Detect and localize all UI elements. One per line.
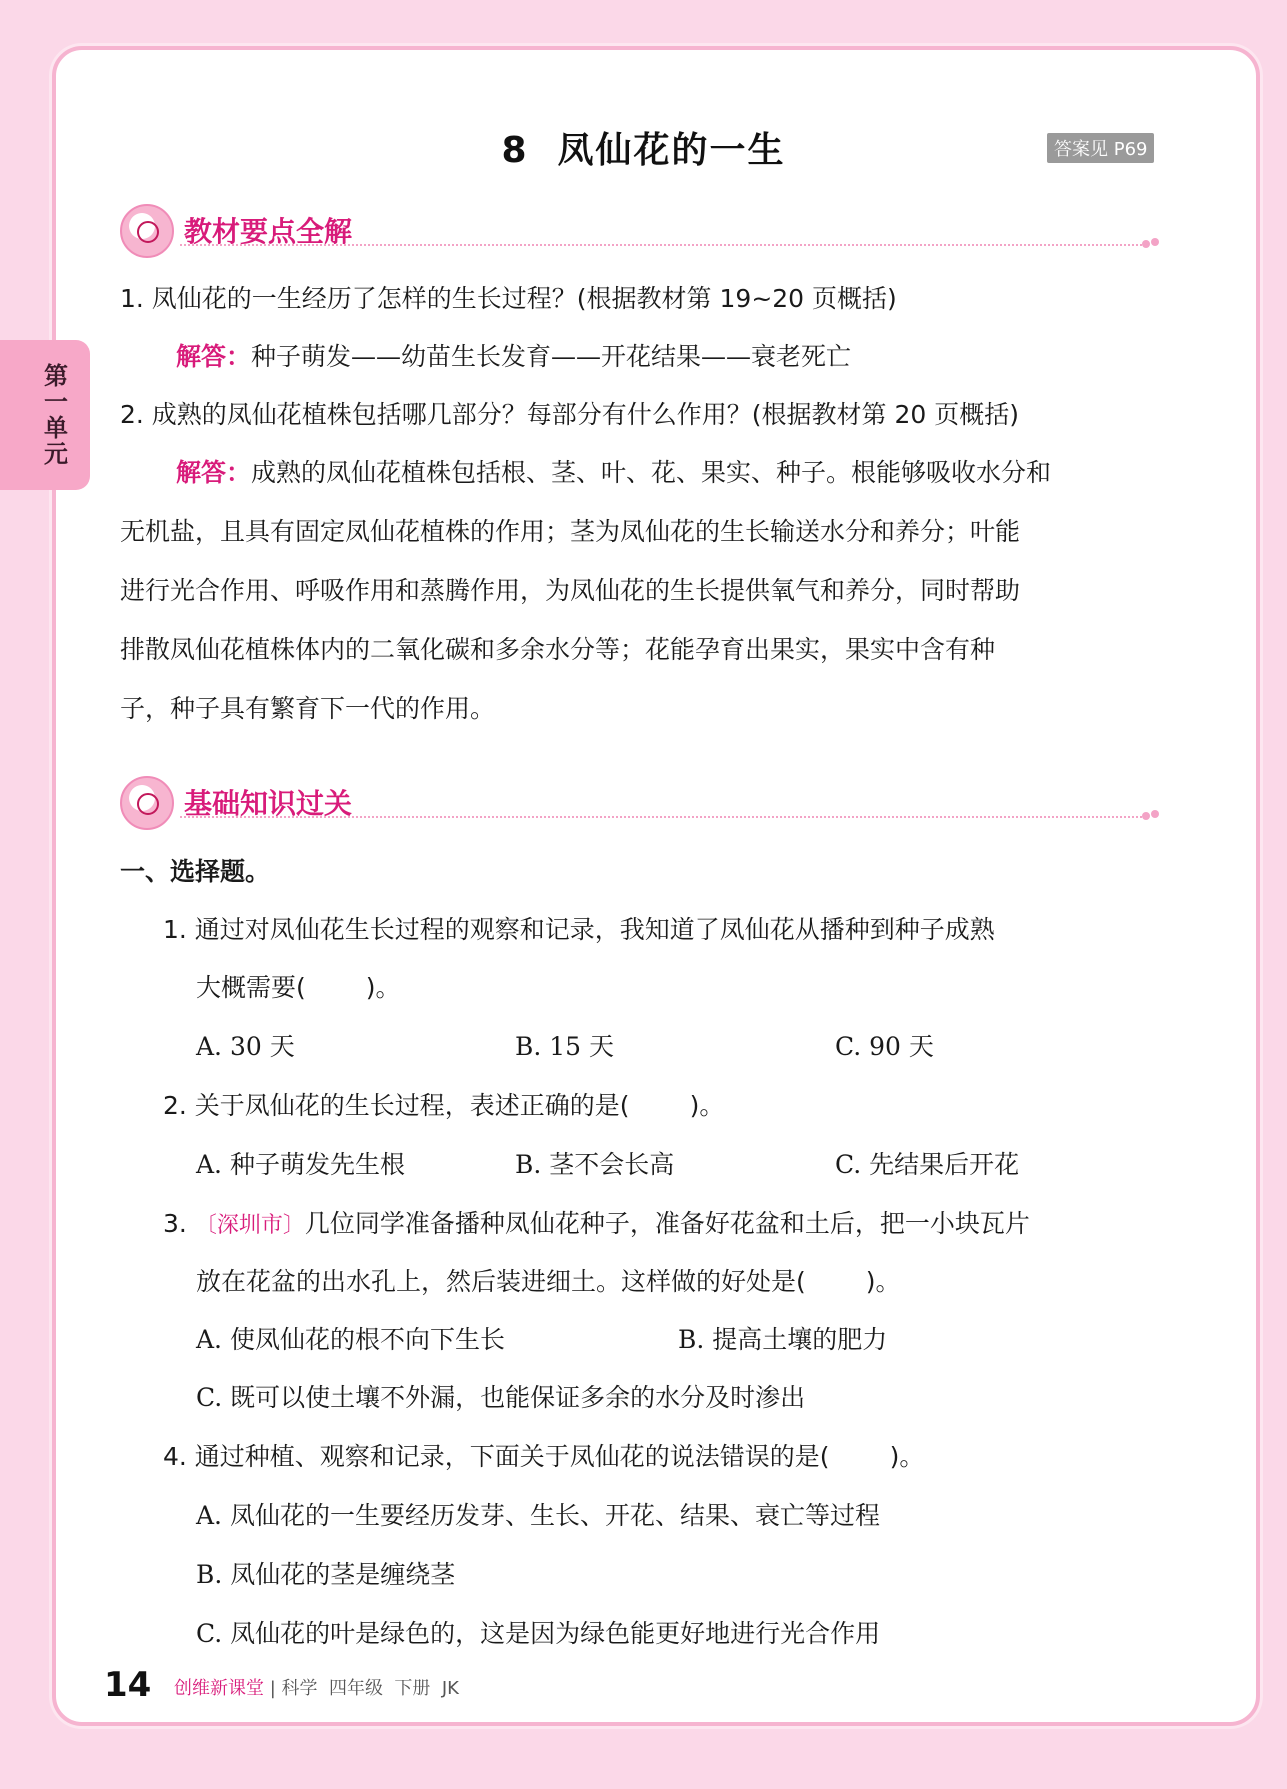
stem-text: 大概需要( bbox=[196, 973, 306, 1002]
mcq-4-stem bbox=[163, 1440, 924, 1474]
mcq-3-option-b: B. 提高土壤的肥力 bbox=[678, 1325, 888, 1354]
stem-text: 几位同学准备播种凤仙花种子，准备好花盆和土后，把一小块瓦片 bbox=[304, 1209, 1030, 1238]
section-heading-label: 基础知识过关 bbox=[184, 787, 353, 820]
stem-text: )。 bbox=[689, 1091, 725, 1120]
book-info: | 科学 四年级 下册 JK bbox=[269, 1678, 459, 1699]
stem-text: )。 bbox=[865, 1267, 901, 1296]
mcq-2-option-c: C. 先结果后开花 bbox=[835, 1150, 1020, 1179]
mcq-3-stem-2 bbox=[196, 1265, 901, 1299]
page-number: 14 bbox=[104, 1665, 152, 1705]
answer-2-line-3: 进行光合作用、呼吸作用和蒸腾作用，为凤仙花的生长提供氧气和养分，同时帮助 bbox=[120, 576, 1021, 605]
answer-1 bbox=[176, 340, 851, 374]
mcq-2-option-a: A. 种子萌发先生根 bbox=[196, 1150, 405, 1179]
mcq-3-option-a: A. 使凤仙花的根不向下生长 bbox=[196, 1325, 505, 1354]
decorative-dots-icon bbox=[1142, 810, 1160, 822]
answer-2-text: 成熟的凤仙花植株包括根、茎、叶、花、果实、种子。根能够吸收水分和 bbox=[251, 458, 1052, 487]
mcq-1-option-b: B. 15 天 bbox=[515, 1032, 615, 1061]
page-title: 8 凤仙花的一生 bbox=[501, 130, 786, 171]
region-tag: 〔深圳市〕 bbox=[194, 1213, 305, 1238]
mcq-3-option-c: C. 既可以使土壤不外漏，也能保证多余的水分及时渗出 bbox=[196, 1383, 806, 1412]
mcq-1-option-a: A. 30 天 bbox=[196, 1032, 295, 1061]
mcq-4-option-b: B. 凤仙花的茎是缠绕茎 bbox=[196, 1560, 456, 1589]
question-1: 1. 凤仙花的一生经历了怎样的生长过程？(根据教材第 19~20 页概括) bbox=[120, 284, 897, 313]
answer-2-line-5: 子，种子具有繁育下一代的作用。 bbox=[120, 694, 496, 723]
answer-reference-badge: 答案见 P69 bbox=[1047, 133, 1154, 163]
dotted-divider bbox=[180, 816, 1142, 818]
footer-info bbox=[174, 1674, 459, 1700]
stem-text: 放在花盆的出水孔上，然后装进细土。这样做的好处是( bbox=[196, 1267, 806, 1296]
unit-tab-label: 第一单元 bbox=[39, 363, 68, 467]
mcq-4-option-a: A. 凤仙花的一生要经历发芽、生长、开花、结果、衰亡等过程 bbox=[196, 1501, 880, 1530]
stem-text: 4. 通过种植、观察和记录，下面关于凤仙花的说法错误的是( bbox=[163, 1442, 830, 1471]
unit-tab bbox=[0, 340, 90, 490]
answer-2-line-4: 排散凤仙花植株体内的二氧化碳和多余水分等；花能孕育出果实，果实中含有种 bbox=[120, 635, 996, 664]
cartoon-badge-icon bbox=[120, 204, 174, 258]
mcq-2-stem bbox=[163, 1089, 724, 1123]
section-heading-key-points bbox=[120, 204, 1160, 254]
stem-text: )。 bbox=[889, 1442, 925, 1471]
mcq-1-option-c: C. 90 天 bbox=[835, 1032, 934, 1061]
question-2: 2. 成熟的凤仙花植株包括哪几部分？每部分有什么作用？(根据教材第 20 页概括) bbox=[120, 400, 1020, 429]
stem-text: )。 bbox=[365, 973, 401, 1002]
mcq-4-option-c: C. 凤仙花的叶是绿色的，这是因为绿色能更好地进行光合作用 bbox=[196, 1619, 881, 1648]
mcq-1-stem-2 bbox=[196, 971, 401, 1005]
answer-2-line-1 bbox=[176, 456, 1051, 490]
answer-2-line-2: 无机盐，且具有固定凤仙花植株的作用；茎为凤仙花的生长输送水分和养分；叶能 bbox=[120, 517, 1021, 546]
dotted-divider bbox=[180, 244, 1142, 246]
decorative-dots-icon bbox=[1142, 238, 1160, 250]
cartoon-badge-icon bbox=[120, 776, 174, 830]
mcq-2-option-b: B. 茎不会长高 bbox=[515, 1150, 675, 1179]
stem-text: 2. 关于凤仙花的生长过程，表述正确的是( bbox=[163, 1091, 630, 1120]
question-number: 3. bbox=[163, 1209, 187, 1238]
answer-label: 解答： bbox=[176, 458, 252, 487]
mcq-3-stem bbox=[163, 1207, 1030, 1243]
answer-label: 解答： bbox=[176, 342, 252, 371]
part-title: 一、选择题。 bbox=[120, 857, 271, 886]
answer-1-text: 种子萌发——幼苗生长发育——开花结果——衰老死亡 bbox=[251, 342, 852, 371]
mcq-1-stem: 1. 通过对凤仙花生长过程的观察和记录，我知道了凤仙花从播种到种子成熟 bbox=[163, 915, 995, 944]
section-heading-basics bbox=[120, 776, 1160, 826]
section-heading-label: 教材要点全解 bbox=[184, 215, 353, 248]
brand-name: 创维新课堂 bbox=[174, 1678, 264, 1699]
